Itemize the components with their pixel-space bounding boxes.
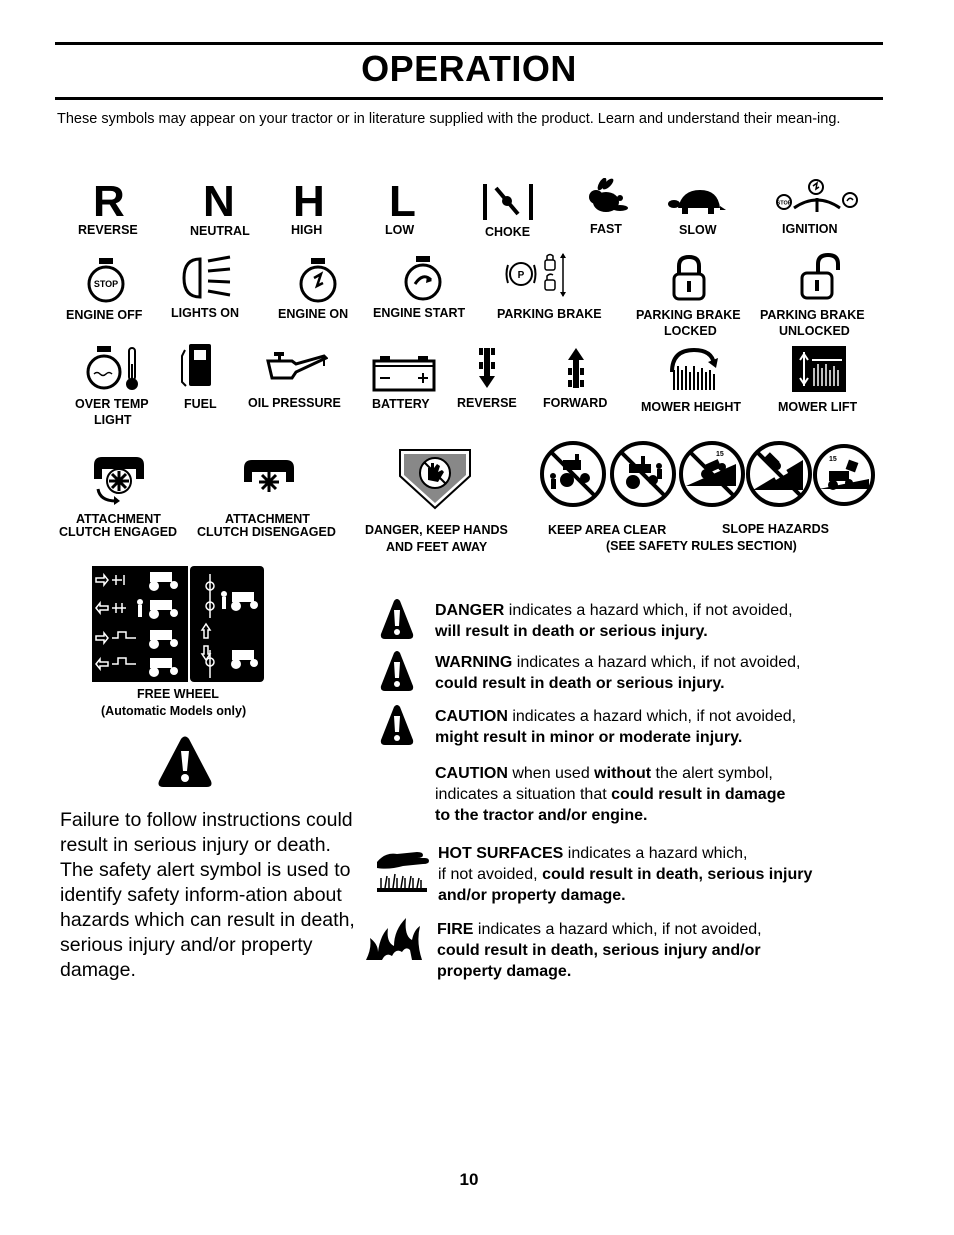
label-over-temp-2: LIGHT bbox=[94, 413, 132, 427]
label-neutral: NEUTRAL bbox=[190, 224, 250, 238]
label-forward: FORWARD bbox=[543, 396, 608, 410]
warning-definition: WARNING indicates a hazard which, if not avoided, could result in death or serious injury. bbox=[435, 654, 801, 692]
choke-icon bbox=[480, 182, 538, 222]
danger-definition: DANGER indicates a hazard which, if not avoided, will result in death or serious injury. bbox=[435, 602, 793, 640]
safety-alert-explanation: Failure to follow instructions could result in serious injury or death. The safety alert symbol is used to identify safety inform-ation about hazards which can result in death, serious injury and/or property damage. bbox=[60, 809, 355, 981]
reverse-letter-icon: R bbox=[93, 177, 125, 226]
intro-text: These symbols may appear on your tractor or in literature supplied with the product. Learn and understand their mean-ing. bbox=[57, 111, 841, 127]
neutral-letter-icon: N bbox=[203, 177, 235, 226]
label-parking-brake-unlocked-2: UNLOCKED bbox=[779, 324, 850, 338]
parking-brake-icon bbox=[505, 252, 571, 298]
label-danger-keep-hands-2: AND FEET AWAY bbox=[386, 540, 488, 554]
hot-surface-hand-icon bbox=[375, 842, 431, 894]
hot-surfaces-definition: HOT SURFACES indicates a hazard which, if not avoided, could result in death, serious injury and/or property damage. bbox=[438, 845, 813, 904]
low-letter-icon: L bbox=[389, 177, 416, 226]
safety-alert-triangle-icon bbox=[157, 735, 213, 789]
slope-hazard-icon-2 bbox=[743, 440, 815, 508]
label-parking-brake-locked-2: LOCKED bbox=[664, 324, 717, 338]
fire-flame-icon bbox=[366, 916, 422, 960]
label-engine-on: ENGINE ON bbox=[278, 307, 349, 321]
label-danger-keep-hands-1: DANGER, KEEP HANDS bbox=[365, 523, 508, 537]
label-attachment-disengaged-1: ATTACHMENT bbox=[225, 512, 310, 526]
attachment-clutch-engaged-icon bbox=[90, 455, 148, 505]
label-keep-area-clear: KEEP AREA CLEAR bbox=[548, 523, 667, 537]
label-parking-brake-unlocked-1: PARKING BRAKE bbox=[760, 308, 865, 322]
turtle-slow-icon bbox=[668, 186, 726, 218]
lock-unlocked-icon bbox=[800, 252, 844, 300]
engine-start-icon bbox=[403, 254, 443, 302]
label-attachment-disengaged-2: CLUTCH DISENGAGED bbox=[197, 525, 336, 539]
top-rule bbox=[55, 42, 883, 45]
label-parking-brake-locked-1: PARKING BRAKE bbox=[636, 308, 741, 322]
label-ignition: IGNITION bbox=[782, 222, 838, 236]
rabbit-fast-icon bbox=[582, 178, 630, 218]
label-low: LOW bbox=[385, 223, 415, 237]
label-slow: SLOW bbox=[679, 223, 717, 237]
page-number: 10 bbox=[459, 1170, 479, 1189]
tractor-reverse-arrow-icon bbox=[477, 346, 497, 390]
oil-can-icon bbox=[266, 350, 328, 380]
label-oil-pressure: OIL PRESSURE bbox=[248, 396, 341, 410]
danger-keep-hands-feet-away-icon bbox=[398, 448, 472, 510]
tractor-forward-arrow-icon bbox=[566, 346, 586, 390]
engine-off-stop-icon bbox=[86, 256, 126, 304]
mower-height-icon bbox=[668, 346, 720, 392]
label-engine-off: ENGINE OFF bbox=[66, 308, 143, 322]
label-reverse-2: REVERSE bbox=[457, 396, 517, 410]
label-free-wheel-2: (Automatic Models only) bbox=[101, 704, 247, 718]
high-letter-icon: H bbox=[293, 177, 325, 226]
label-mower-height: MOWER HEIGHT bbox=[641, 400, 741, 414]
caution-alert-icon bbox=[380, 704, 414, 746]
page-title: OPERATION bbox=[361, 48, 577, 89]
fire-definition: FIRE indicates a hazard which, if not avoided, could result in death, serious injury and/or property damage. bbox=[437, 921, 762, 980]
label-battery: BATTERY bbox=[372, 397, 430, 411]
mower-lift-icon bbox=[792, 346, 846, 392]
slope-hazard-icon-1 bbox=[676, 440, 748, 508]
label-lights-on: LIGHTS ON bbox=[171, 306, 240, 320]
attachment-clutch-disengaged-icon bbox=[240, 458, 298, 506]
title-rule bbox=[55, 97, 883, 100]
label-mower-lift: MOWER LIFT bbox=[778, 400, 858, 414]
fuel-pump-icon bbox=[180, 342, 216, 388]
label-high: HIGH bbox=[291, 223, 323, 237]
label-attachment-engaged-2: CLUTCH ENGAGED bbox=[59, 525, 178, 539]
svg-text:15: 15 bbox=[716, 451, 724, 458]
keep-area-clear-icon-2 bbox=[607, 440, 679, 508]
svg-text:STOP: STOP bbox=[93, 279, 119, 289]
caution-definition: CAUTION indicates a hazard which, if not avoided, might result in minor or moderate injury. bbox=[435, 708, 797, 746]
danger-alert-icon bbox=[380, 598, 414, 640]
warning-alert-icon bbox=[380, 650, 414, 692]
svg-text:P: P bbox=[517, 270, 525, 281]
lock-locked-icon bbox=[672, 255, 706, 301]
over-temp-engine-thermometer-icon bbox=[86, 344, 144, 392]
label-over-temp-1: OVER TEMP bbox=[75, 397, 149, 411]
label-parking-brake: PARKING BRAKE bbox=[497, 307, 602, 321]
label-see-safety-rules: (SEE SAFETY RULES SECTION) bbox=[606, 539, 797, 553]
headlight-icon bbox=[182, 255, 234, 301]
label-engine-start: ENGINE START bbox=[373, 306, 466, 320]
free-wheel-diagram-icon bbox=[92, 566, 264, 682]
caution-without-symbol-definition: CAUTION when used without the alert symbol, indicates a situation that could result in damage to the tractor and/or engine. bbox=[435, 765, 786, 824]
svg-text:STOP: STOP bbox=[776, 200, 792, 207]
label-slope-hazards: SLOPE HAZARDS bbox=[722, 522, 829, 536]
label-attachment-engaged-1: ATTACHMENT bbox=[76, 512, 161, 526]
ignition-icon bbox=[774, 178, 860, 218]
battery-icon bbox=[372, 356, 436, 392]
label-free-wheel-1: FREE WHEEL bbox=[137, 687, 219, 701]
label-fuel: FUEL bbox=[184, 397, 217, 411]
engine-on-icon bbox=[298, 256, 338, 304]
slope-hazard-icon-3 bbox=[811, 443, 877, 507]
label-choke: CHOKE bbox=[485, 225, 531, 239]
label-reverse: REVERSE bbox=[78, 223, 138, 237]
svg-text:15: 15 bbox=[829, 456, 837, 463]
keep-area-clear-icon-1 bbox=[537, 440, 609, 508]
label-fast: FAST bbox=[590, 222, 622, 236]
